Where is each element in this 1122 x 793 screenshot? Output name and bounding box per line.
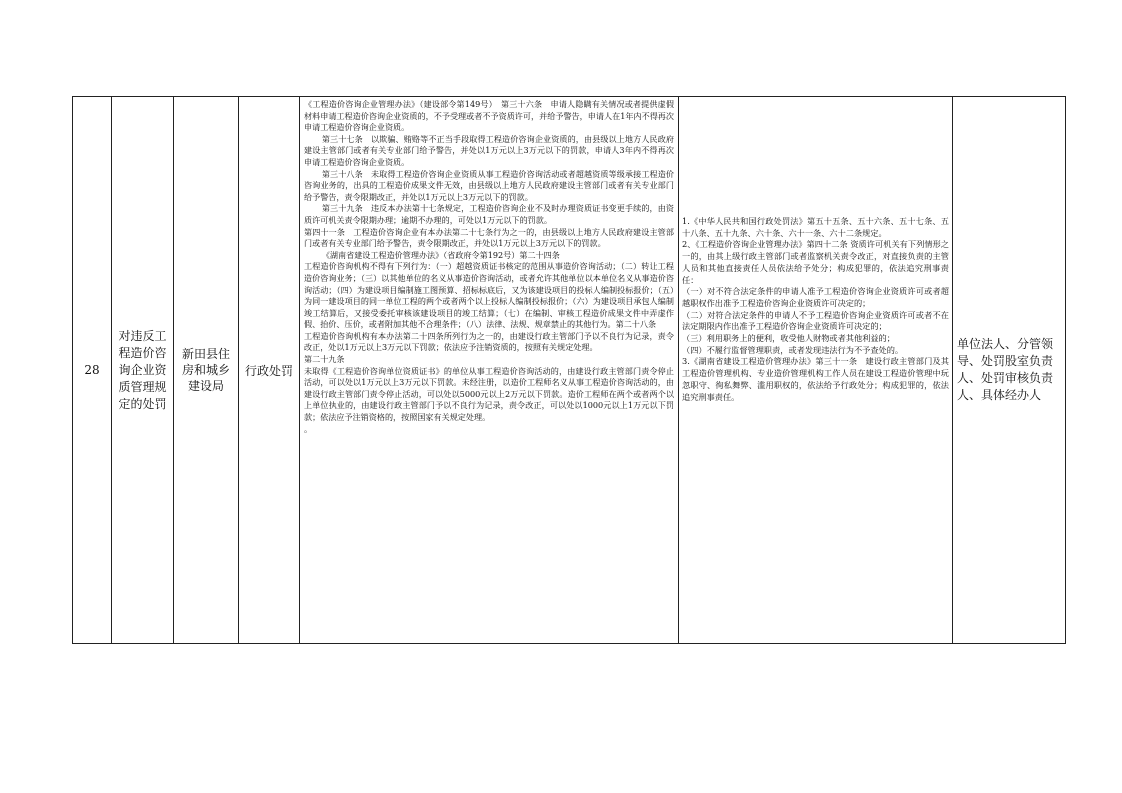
responsibility-paragraph: （一）对不符合法定条件的申请人准予工程造价咨询企业资质许可或者超越职权作出准予工程造价咨询企业资质许可决定的；: [682, 286, 949, 308]
basis-paragraph: 第三十七条 以欺骗、贿赂等不正当手段取得工程造价咨询企业资质的，由县级以上地方人民政府建设主管部门或者有关专业部门给予警告，并处以1万元以上3万元以下的罚款，申请人3年内不得再次申请工程造价咨询企业资质。: [304, 133, 674, 167]
responsibility-paragraph: 3.《湖南省建设工程造价管理办法》第三十一条 建设行政主管部门及其工程造价管理机构、专业造价管理机构工作人员在建设工程造价管理中玩忽职守、徇私舞弊、滥用职权的，依法给予行政处分；构成犯罪的，依法追究刑事责任。: [682, 356, 949, 402]
responsibility-paragraph: 2、《工程造价咨询企业管理办法》第四十二条 资质许可机关有下列情形之一的，由其上级行政主管部门或者监察机关责令改正，对直接负责的主管人员和其他直接责任人员依法给予处分；构成犯罪的，依法追究刑事责任：: [682, 239, 949, 285]
basis-paragraph: 未取得《工程造价咨询单位资质证书》的单位从事工程造价咨询活动的，由建设行政主管部门责令停止活动，可以处以1万元以上3万元以下罚款。未经注册，以造价工程师名义从事工程造价咨询活动的，由建设行政主管部门责令停止活动，可以处以5000元以上2万元以下罚款。造价工程师在两个或者两个以上单位执业的，由建设行政主管部门予以不良行为记录，责令改正，可以处以1000元以上1万元以下罚款；依法应予注销资格的，按照国家有关规定处理。: [304, 365, 674, 423]
power-type: 行政处罚: [239, 97, 300, 644]
responsibility-paragraph: 1.《中华人民共和国行政处罚法》第五十五条、五十六条、五十七条、五十八条、五十九条、六十条、六十一条、六十二条规定。: [682, 216, 949, 238]
row-number: 28: [73, 97, 112, 644]
basis-paragraph: 第三十九条 违反本办法第十七条规定，工程造价咨询企业不及时办理资质证书变更手续的，由资质许可机关责令限期办理；逾期不办理的，可处以1万元以下的罚款。: [304, 203, 674, 225]
implementing-department: 新田县住房和城乡建设局: [174, 97, 239, 644]
responsibility-paragraph: （四）不履行监督管理职责，或者发现违法行为不予查处的。: [682, 344, 904, 355]
basis-paragraph: 《湖南省建设工程造价管理办法》（省政府令第192号）第二十四条: [321, 249, 560, 260]
basis-paragraph: 。: [304, 423, 313, 434]
basis-paragraph: 第四十一条 工程造价咨询企业有本办法第二十七条行为之一的，由县级以上地方人民政府建设主管部门或者有关专业部门给予警告，责令限期改正，并处以1万元以上3万元以下的罚款。: [304, 226, 674, 249]
responsibility-cell: [679, 97, 953, 644]
penalty-table: [72, 96, 1066, 644]
responsibility-text: [682, 216, 949, 403]
legal-basis-text: [304, 99, 674, 435]
legal-basis-cell: [300, 97, 679, 644]
responsibility-paragraph: （二）对符合法定条件的申请人不予工程造价咨询企业资质许可或者不在法定期限内作出准予工程造价咨询企业资质许可决定的；: [682, 309, 949, 332]
responsibility-paragraph: （三）利用职务上的便利，收受他人财物或者其他利益的；: [682, 333, 895, 344]
basis-paragraph: 第三十八条 未取得工程造价咨询企业资质从事工程造价咨询活动或者超越资质等级承接工程造价咨询业务的，出具的工程造价成果文件无效，由县级以上地方人民政府建设主管部门或者有关专业部门给予警告，责令限期改正，并处以1万元以上3万元以下的罚款。: [304, 168, 674, 202]
basis-paragraph: 工程造价咨询机构有本办法第二十四条所列行为之一的，由建设行政主管部门予以不良行为记录，责令改正，处以1万元以上3万元以下罚款；依法应予注销资质的，按照有关规定处理。: [304, 330, 674, 353]
basis-paragraph: 第二十九条: [304, 354, 345, 365]
basis-paragraph: 工程造价咨询机构不得有下列行为：（一）超越资质证书核定的范围从事造价咨询活动；（二）转让工程造价咨询业务；（三）以其他单位的名义从事造价咨询活动，或者允许其他单位以本单位名义从事造价咨询活动；（四）为建设项目编制施工图预算、招标标底后，又为该建设项目的投标人编制投标报价；（五）为同一建设项目的同一单位工程的两个或者两个以上投标人编制投标报价；（六）为建设项目承包人编制竣工结算后，又接受委托审核该建设项目的竣工结算；（七）在编制、审核工程造价成果文件中弄虚作假、抬价、压价，或者附加其他不合理条件；（八）法律、法规、规章禁止的其他行为。第二十八条: [304, 261, 674, 330]
item-name: 对违反工程造价咨询企业资质管理规定的处罚: [112, 97, 174, 644]
responsible-subject: 单位法人、分管领导、处罚股室负责人、处罚审核负责人、具体经办人: [953, 97, 1066, 644]
basis-paragraph: 《工程造价咨询企业管理办法》（建设部令第149号） 第三十六条 申请人隐瞒有关情况或者提供虚假材料申请工程造价咨询企业资质的，不予受理或者不予资质许可，并给予警告，申请人在1年内不得再次申请工程造价咨询企业资质。: [304, 99, 674, 133]
table-row: [73, 97, 1066, 644]
